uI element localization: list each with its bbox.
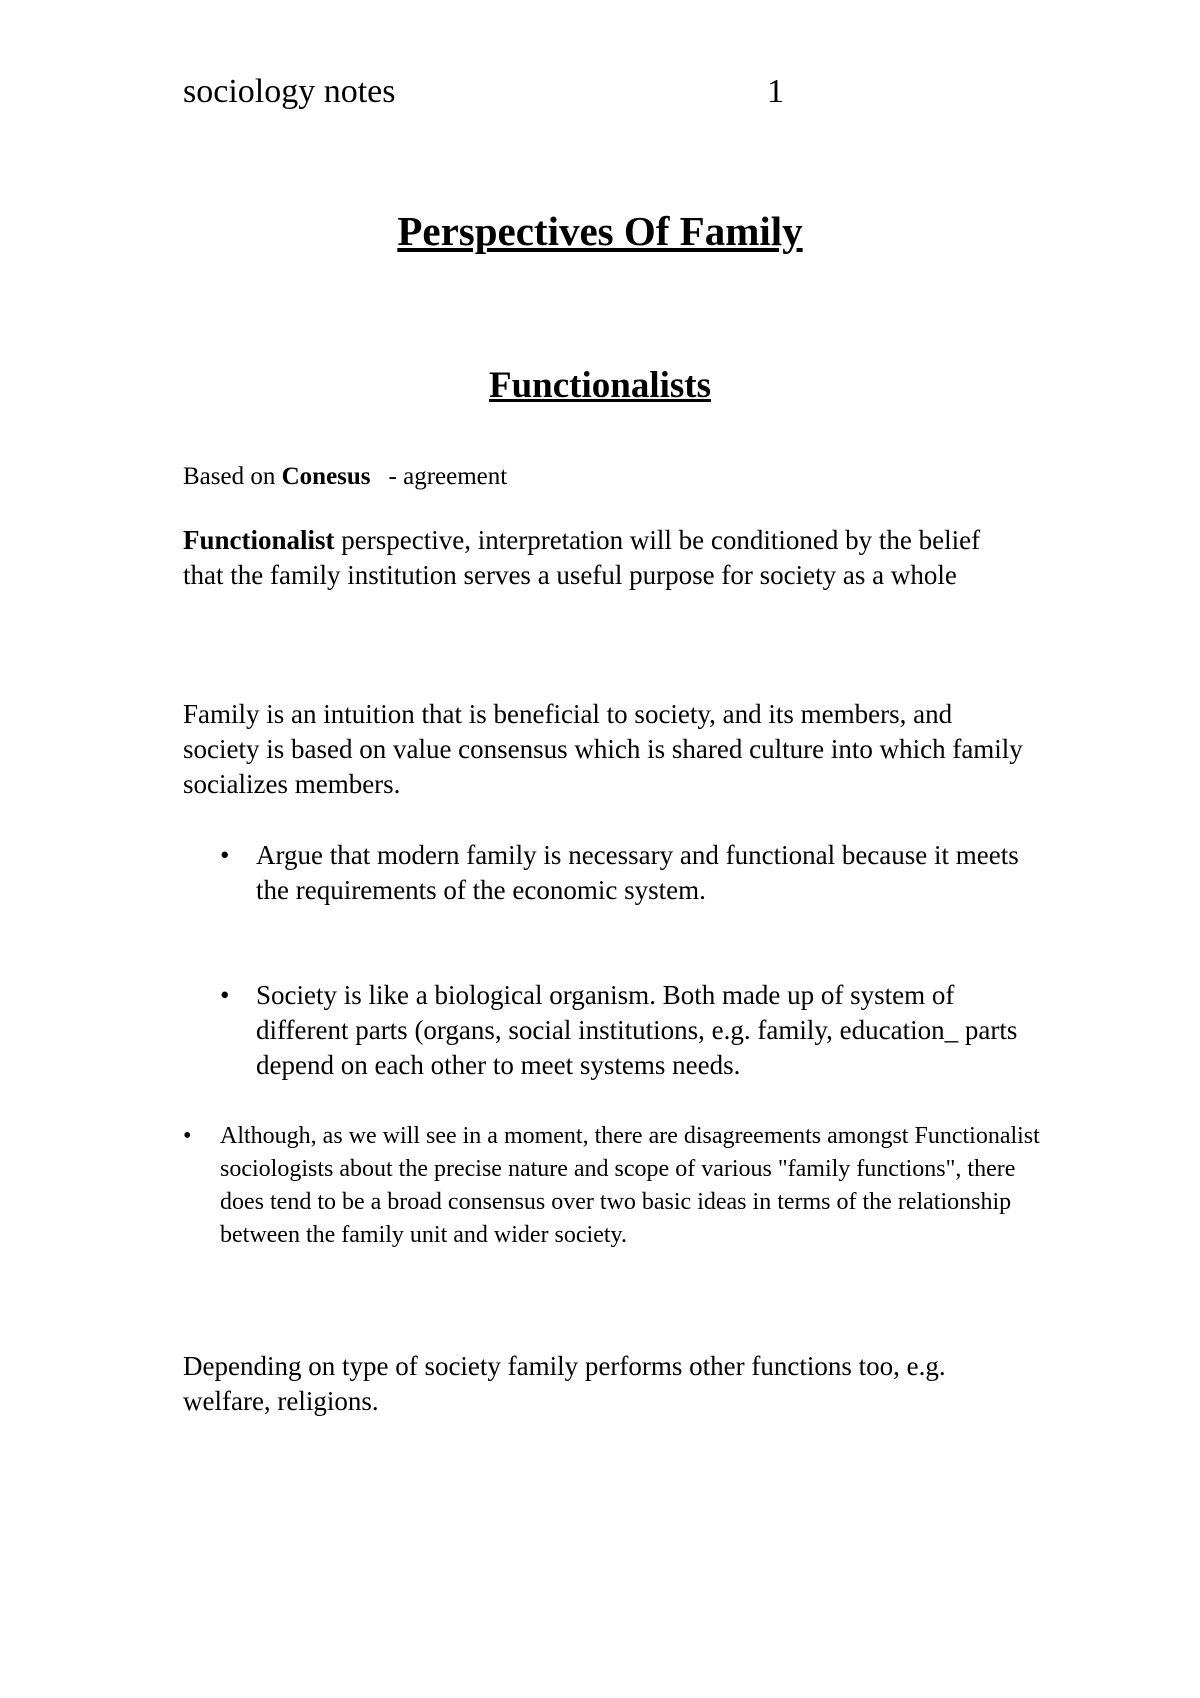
functionalist-lead: Functionalist <box>183 525 335 555</box>
bullet-text: Argue that modern family is necessary and functional because it meets the requirements of the economic system. <box>256 840 1019 905</box>
family-paragraph: Family is an intuition that is beneficial to society, and its members, and society is based on value consensus which is shared culture into which family socializes members. <box>183 699 1023 799</box>
page-header <box>183 72 783 112</box>
based-on-term: Conesus <box>281 463 371 490</box>
functionalist-paragraph <box>183 523 1023 593</box>
header-title: sociology notes <box>183 73 396 110</box>
bullet-icon: • <box>220 840 230 870</box>
bullet-icon: • <box>220 980 230 1010</box>
based-on-prefix: Based on <box>183 463 282 490</box>
based-on-line <box>183 459 1023 494</box>
bullet-text: Society is like a biological organism. Both made up of system of different parts (organs, social institutions, e.g. family, education_ parts depend on each other to meet systems needs. <box>256 980 1018 1080</box>
depending-paragraph: Depending on type of society family performs other functions too, e.g. welfare, religions. <box>183 1351 946 1416</box>
section-title: Functionalists <box>488 365 712 406</box>
based-on-suffix: - agreement <box>388 463 508 490</box>
document-title: Perspectives Of Family <box>397 208 803 254</box>
bullet-icon: • <box>183 1123 192 1149</box>
functionalist-text: perspective, interpretation will be conditioned by the belief that the family institution serves a useful purpose for society as a whole <box>183 525 981 590</box>
page-number: 1 <box>767 73 784 110</box>
bullet-text: Although, as we will see in a moment, there are disagreements amongst Functionalist sociologists about the precise nature and scope of various "family functions", there does tend to be a broad consensus over two basic ideas in terms of the relationship between the family unit and wider society. <box>220 1123 1040 1248</box>
